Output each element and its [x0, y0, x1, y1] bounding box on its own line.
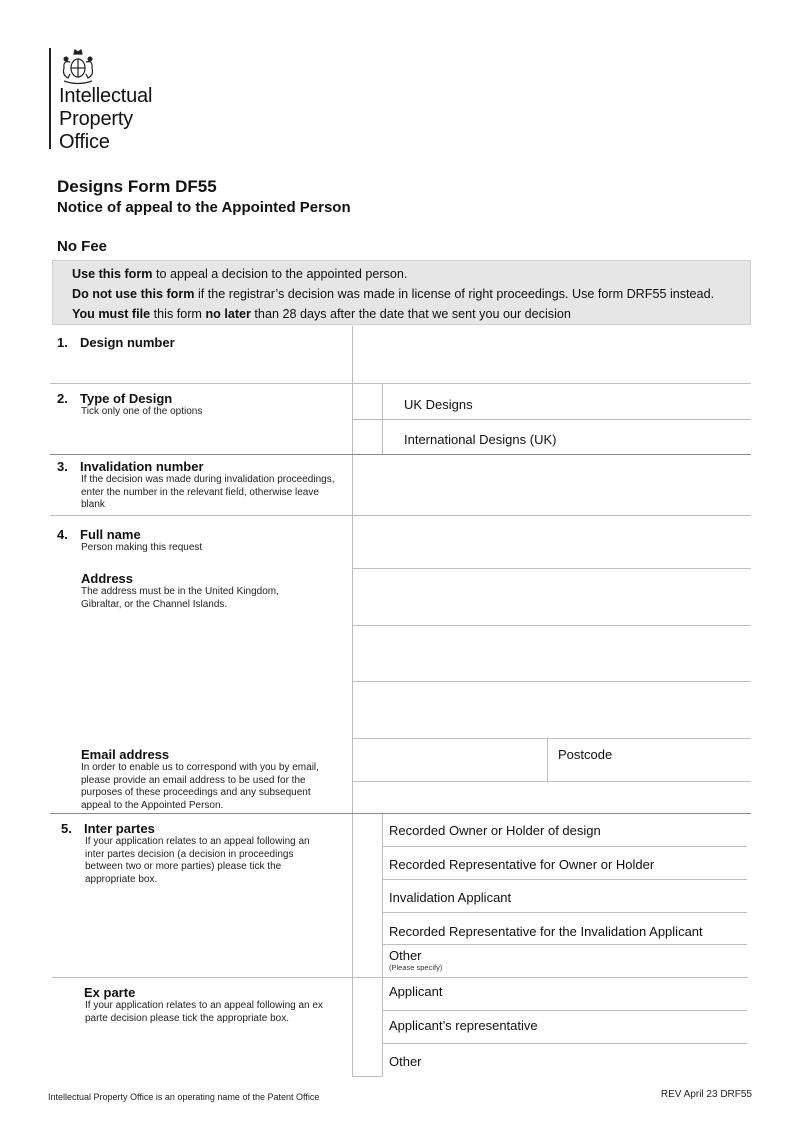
org-line-2: Property	[59, 108, 133, 130]
row-divider	[383, 846, 747, 847]
section-3-number: 3.	[57, 459, 68, 474]
recorded-representative-tickbox[interactable]	[353, 847, 382, 879]
form-revision: REV April 23 DRF55	[660, 1089, 752, 1100]
section-5-help: If your application relates to an appeal following an inter partes decision (a decision in proceedings between two or more parties) please tick the appropriate box.	[85, 836, 310, 885]
section-1-title: Design number	[80, 335, 175, 350]
invalidation-applicant-tickbox[interactable]	[353, 880, 382, 912]
option-uk-designs: UK Designs	[404, 397, 473, 412]
notice-line-3: You must file this form no later than 28 days after the date that we sent you our decision	[72, 307, 571, 321]
notice-box	[52, 260, 751, 325]
invalidation-number-field[interactable]	[353, 455, 750, 515]
other-inter-partes-tickbox[interactable]	[353, 945, 382, 977]
option-invalidation-applicant: Invalidation Applicant	[389, 890, 512, 905]
international-designs-tickbox[interactable]	[353, 420, 382, 454]
row-divider	[383, 944, 747, 945]
option-recorded-owner: Recorded Owner or Holder of design	[389, 823, 601, 838]
footer-note: Intellectual Property Office is an operating name of the Patent Office	[48, 1092, 320, 1102]
row-divider	[352, 1076, 383, 1077]
address-line-1-field[interactable]	[353, 569, 750, 625]
logo-divider	[49, 48, 51, 149]
section-4-number: 4.	[57, 527, 68, 542]
option-other-ex-parte: Other	[389, 1054, 422, 1069]
section-2-number: 2.	[57, 391, 68, 406]
section-2-help: Tick only one of the options	[81, 406, 203, 417]
row-divider	[383, 1043, 747, 1044]
section-3-help: If the decision was made during invalidation proceedings, enter the number in the relevant field, otherwise leave blank	[81, 474, 335, 511]
postcode-label: Postcode	[558, 747, 613, 762]
row-divider	[383, 912, 747, 913]
please-specify-note: (Please specify)	[389, 963, 443, 972]
option-applicant-representative: Applicant’s representative	[389, 1018, 538, 1033]
option-other-inter-partes: Other	[389, 948, 422, 963]
row-divider	[50, 813, 751, 814]
row-divider	[353, 419, 751, 420]
section-3-title: Invalidation number	[80, 459, 204, 474]
form-subtitle: Notice of appeal to the Appointed Person	[57, 199, 351, 216]
royal-crest-icon	[58, 48, 98, 86]
applicant-representative-tickbox[interactable]	[353, 1011, 382, 1043]
ex-parte-help: If your application relates to an appeal following an ex parte decision please tick the appropriate box.	[85, 1000, 323, 1024]
address-line-4-field[interactable]	[353, 739, 547, 781]
email-field[interactable]	[353, 782, 750, 813]
section-5-number: 5.	[61, 821, 72, 836]
form-title: Designs Form DF55	[57, 177, 217, 196]
option-applicant: Applicant	[389, 984, 443, 999]
ex-parte-title: Ex parte	[84, 985, 136, 1000]
tickbox-divider	[382, 814, 383, 1076]
row-divider	[383, 879, 747, 880]
option-international-designs: International Designs (UK)	[404, 432, 557, 447]
section-4-title: Full name	[80, 527, 141, 542]
option-recorded-representative: Recorded Representative for Owner or Holder	[389, 857, 655, 872]
recorded-owner-tickbox[interactable]	[353, 814, 382, 846]
uk-designs-tickbox[interactable]	[353, 384, 382, 419]
notice-line-2: Do not use this form if the registrar’s decision was made in license of right proceedings. Use form DRF55 instead.	[72, 287, 715, 301]
applicant-tickbox[interactable]	[353, 978, 382, 1010]
fee-label: No Fee	[57, 238, 108, 255]
design-number-field[interactable]	[353, 327, 750, 383]
section-2-title: Type of Design	[80, 391, 173, 406]
email-title: Email address	[81, 747, 170, 762]
address-title: Address	[81, 571, 134, 586]
address-line-3-field[interactable]	[353, 682, 750, 738]
org-line-1: Intellectual	[59, 85, 153, 107]
other-ex-parte-tickbox[interactable]	[353, 1044, 382, 1076]
section-5-title: Inter partes	[84, 821, 155, 836]
representative-invalidation-tickbox[interactable]	[353, 913, 382, 944]
section-1-number: 1.	[57, 335, 68, 350]
full-name-field[interactable]	[353, 516, 750, 568]
row-divider	[383, 1010, 747, 1011]
option-representative-invalidation-applicant: Recorded Representative for the Invalidation Applicant	[389, 924, 703, 939]
section-4-help: Person making this request	[81, 542, 203, 553]
organization-name	[59, 85, 152, 154]
address-help: The address must be in the United Kingdom, Gibraltar, or the Channel Islands.	[81, 586, 279, 610]
address-line-2-field[interactable]	[353, 626, 750, 681]
row-divider	[52, 977, 748, 978]
org-line-3: Office	[59, 131, 110, 153]
email-help: In order to enable us to correspond with you by email, please provide an email address to be used for the purposes of these proceedings and any subsequent appeal to the Appointed Person.	[81, 762, 319, 811]
row-divider	[50, 383, 751, 384]
postcode-field[interactable]	[548, 762, 750, 781]
notice-line-1: Use this form to appeal a decision to the appointed person.	[72, 267, 408, 281]
